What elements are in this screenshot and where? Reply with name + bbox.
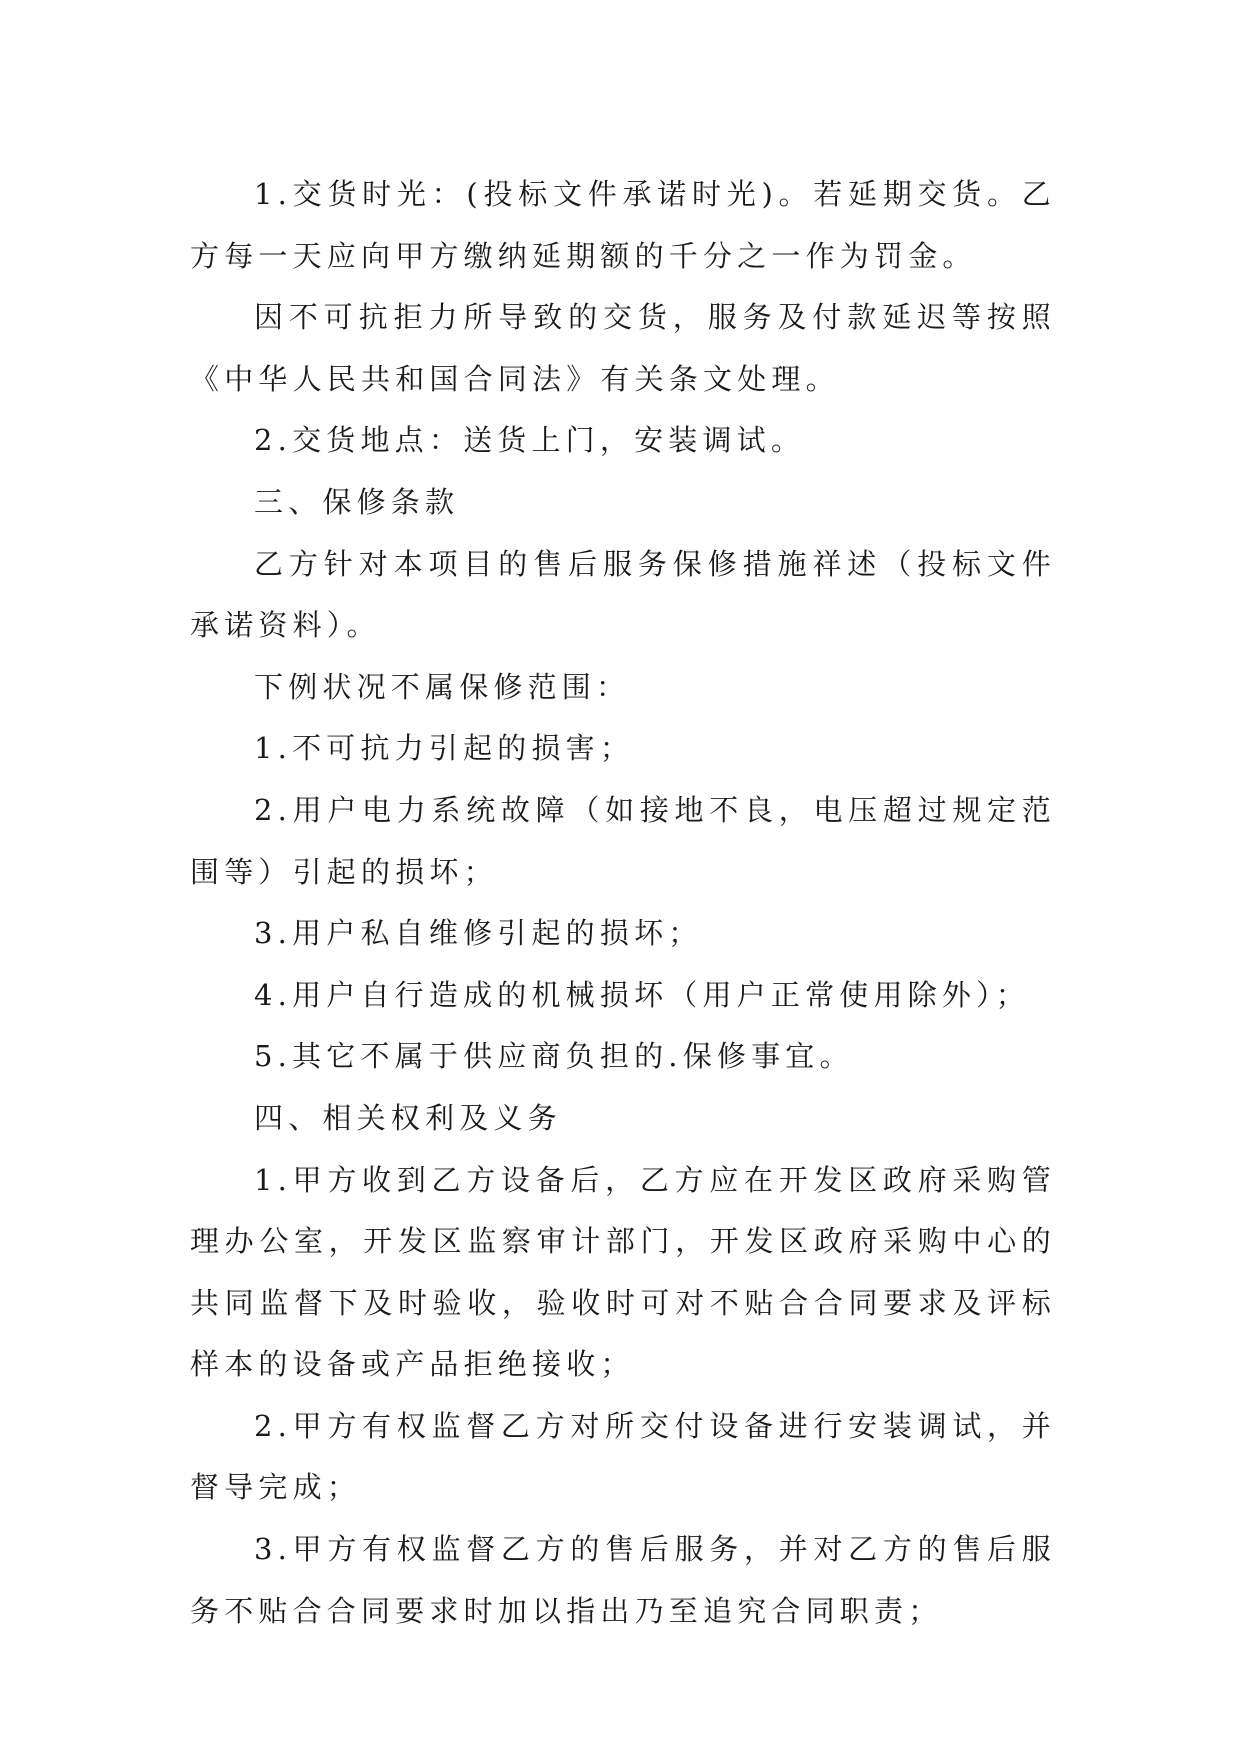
document-body [190,164,1056,1642]
paragraph-delivery-time: 1.交货时光：(投标文件承诺时光)。若延期交货。乙方每一天应向甲方缴纳延期额的千分之一作为罚金。 [190,177,1056,273]
paragraph-force-majeure: 因不可抗拒力所导致的交货，服务及付款延迟等按照《中华人民共和国合同法》有关条文处理。 [190,300,1056,396]
list-item-exclusion-1: 1.不可抗力引起的损害； [254,731,635,766]
list-item-right-1: 1.甲方收到乙方设备后，乙方应在开发区政府采购管理办公室，开发区监察审计部门，开发区政府采购中心的共同监督下及时验收，验收时可对不贴合合同要求及评标样本的设备或产品拒绝接收； [190,1162,1056,1382]
paragraph-exclusions-intro: 下例状况不属保修范围： [254,669,631,704]
paragraph-warranty-measures: 乙方针对本项目的售后服务保修措施祥述（投标文件承诺资料）。 [190,546,1056,643]
paragraph-delivery-location: 2.交货地点：送货上门，安装调试。 [254,423,806,458]
list-item-exclusion-5: 5.其它不属于供应商负担的.保修事宜。 [254,1039,854,1074]
list-item-right-2: 2.甲方有权监督乙方对所交付设备进行安装调试，并督导完成； [190,1408,1056,1505]
list-item-exclusion-4: 4.用户自行造成的机械损坏（用户正常使用除外）； [254,977,1030,1012]
list-item-exclusion-3: 3.用户私自维修引起的损坏； [254,916,703,951]
section-heading-warranty: 三、保修条款 [254,484,460,519]
list-item-right-3: 3.甲方有权监督乙方的售后服务，并对乙方的售后服务不贴合合同要求时加以指出乃至追究合同职责； [190,1532,1056,1628]
section-heading-rights-obligations: 四、相关权利及义务 [254,1100,562,1135]
list-item-exclusion-2: 2.用户电力系统故障（如接地不良，电压超过规定范围等）引起的损坏； [190,792,1056,889]
